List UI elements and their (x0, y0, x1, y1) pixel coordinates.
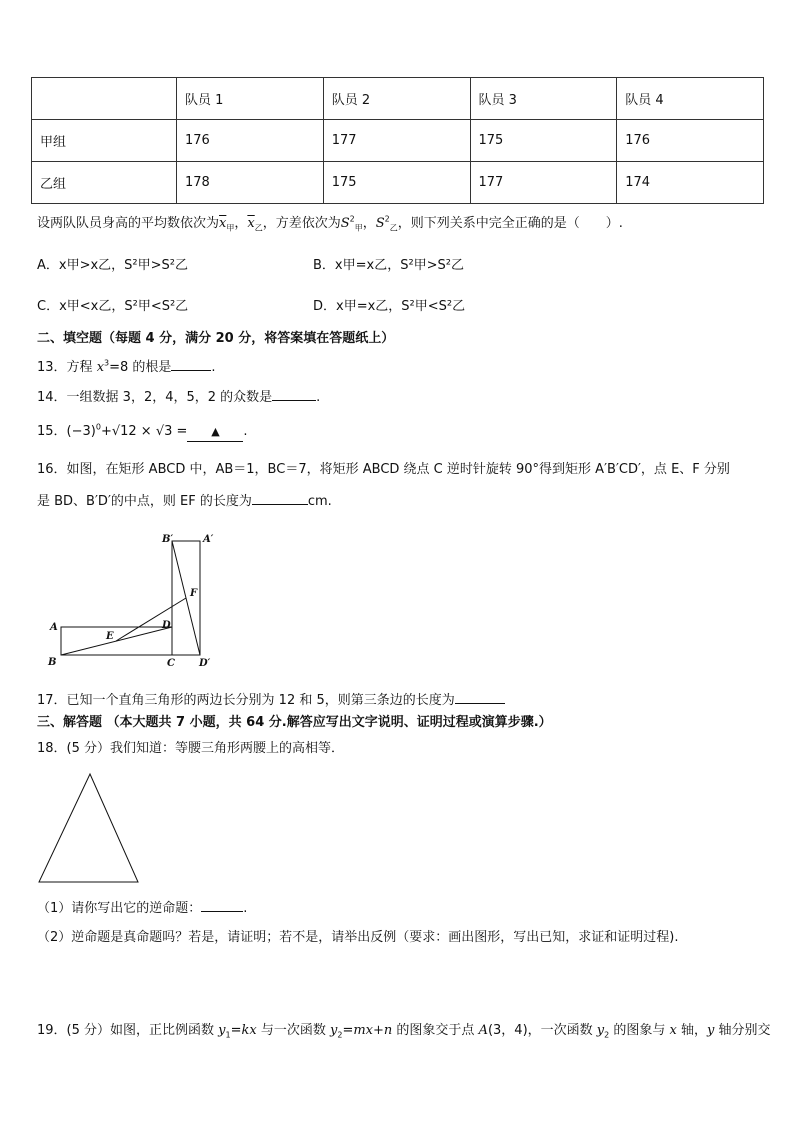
table-cell: 178 (177, 162, 324, 204)
q19-math: x (669, 1023, 677, 1038)
label-d: D (162, 620, 171, 631)
q19-math: y (596, 1023, 605, 1038)
q15-expression: +√12 × √3 = (100, 424, 188, 439)
q12-option-b: B．x甲=x乙，S²甲>S²乙 (313, 258, 465, 273)
q12-stem-text: ，则下列关系中完全正确的是（ ）. (397, 216, 623, 231)
section-heading: 三、解答题 （本大题共 7 小题，共 64 分.解答应写出文字说明、证明过程或演算步骤.） (37, 715, 552, 730)
q12-option-c: C．x甲<x乙，S²甲<S²乙 (37, 299, 189, 314)
q19-subscript: 2 (337, 1030, 343, 1040)
q13-end: . (211, 360, 216, 375)
label-f: F (190, 588, 198, 599)
q19-subscript: 1 (225, 1030, 231, 1040)
q19-subscript: 2 (604, 1030, 610, 1040)
question-18-stem: 18．(5 分）我们知道：等腰三角形两腰上的高相等． (37, 741, 345, 756)
q19-text: 的图象与 (609, 1023, 670, 1038)
q13-exponent: 3 (104, 358, 110, 368)
q19-math: y (330, 1023, 338, 1038)
table-cell: 177 (323, 120, 470, 162)
table-header-cell: 队员 2 (323, 78, 470, 120)
q13-text: =8 的根是 (109, 360, 172, 375)
q19-text: 19．(5 分）如图，正比例函数 (37, 1023, 219, 1038)
mean-subscript: 甲 (226, 223, 235, 233)
q12-stem-text: 设两队队员身高的平均数依次为 (37, 216, 220, 231)
table-row (32, 120, 764, 162)
mean-symbol: $\overline{x}$ (247, 216, 255, 231)
isosceles-triangle-figure (37, 772, 142, 887)
q12-stem (37, 215, 623, 233)
table-cell: 177 (470, 162, 617, 204)
q18-part1-text: （1）请你写出它的逆命题： (37, 901, 202, 916)
table-header-cell: 队员 1 (177, 78, 324, 120)
q15-end: . (243, 424, 248, 439)
variance-symbol: S (340, 216, 350, 231)
rectangle-rotation-figure (40, 528, 230, 673)
q19-text: = (230, 1023, 242, 1038)
table-cell: 174 (617, 162, 764, 204)
label-e: E (106, 631, 114, 642)
table-cell: 176 (617, 120, 764, 162)
mean-subscript: 乙 (254, 223, 263, 233)
segment-ef (116, 598, 186, 641)
table-header-cell: 队员 3 (470, 78, 617, 120)
question-18-part2: （2）逆命题是真命题吗？若是，请证明；若不是，请举出反例（要求：画出图形，写出已知，求证和证明过程). (37, 930, 679, 945)
q19-text: (3，4)，一次函数 (487, 1023, 597, 1038)
q14-end: . (316, 390, 321, 405)
q15-number: 15． (37, 424, 67, 439)
variance-symbol: S (375, 216, 385, 231)
q12-option-a: A．x甲>x乙，S²甲>S²乙 (37, 258, 188, 273)
table-header-cell (32, 78, 177, 120)
question-18-part1 (37, 898, 247, 918)
q19-text: 的图象交于点 (392, 1023, 479, 1038)
triangle-marker-icon: ▲ (211, 425, 220, 438)
question-19 (37, 1022, 770, 1040)
table-header-cell: 队员 4 (617, 78, 764, 120)
table-row (32, 162, 764, 204)
q19-math: mx+n (353, 1023, 393, 1038)
question-17 (37, 690, 505, 710)
q15-expression: (−3) (66, 424, 96, 439)
table-cell: 176 (177, 120, 324, 162)
label-b: B (48, 657, 57, 668)
question-15 (37, 423, 248, 442)
variance-subscript: 甲 (354, 223, 363, 233)
label-a: A (50, 622, 58, 633)
variance-exponent: 2 (384, 214, 390, 224)
isosceles-triangle (39, 774, 138, 882)
question-16-line1: 16．如图，在矩形 ABCD 中，AB＝1，BC＝7，将矩形 ABCD 绕点 C 逆时针旋转 90°得到矩形 A′B′CD′，点 E、F 分别 (37, 462, 730, 477)
q16-unit: cm. (307, 494, 332, 509)
q13-variable: x (96, 360, 105, 375)
question-13 (37, 357, 216, 377)
section-heading: 二、填空题（每题 4 分，满分 20 分，将答案填在答题纸上） (37, 331, 395, 346)
question-16-line2 (37, 491, 332, 511)
table-cell: 乙组 (32, 162, 177, 204)
table-cell: 175 (323, 162, 470, 204)
answer-blank (272, 387, 316, 401)
answer-blank (252, 491, 308, 505)
table-cell: 甲组 (32, 120, 177, 162)
q19-math: y (706, 1023, 715, 1038)
score-table (31, 77, 764, 204)
answer-blank (171, 357, 211, 371)
separator: ， (362, 216, 376, 231)
answer-blank (455, 690, 505, 704)
label-b-prime: B′ (162, 534, 174, 545)
q12-option-d: D．x甲=x乙，S²甲<S²乙 (313, 299, 466, 314)
answer-blank (201, 898, 243, 912)
q18-part1-end: . (243, 901, 248, 916)
mean-symbol: $\overline{x}$ (219, 216, 227, 231)
q19-math: A (478, 1023, 488, 1038)
q19-text: = (342, 1023, 354, 1038)
q19-text: 轴分别交 (714, 1023, 771, 1038)
q13-text: 13．方程 (37, 360, 97, 375)
separator: ， (234, 216, 248, 231)
q19-text: 与一次函数 (256, 1023, 330, 1038)
q19-math: kx (241, 1023, 257, 1038)
answer-blank (187, 423, 243, 442)
question-14 (37, 387, 320, 407)
q16-text: 是 BD、B′D′的中点，则 EF 的长度为 (37, 494, 252, 509)
variance-subscript: 乙 (389, 223, 398, 233)
label-d-prime: D′ (199, 658, 211, 669)
variance-exponent: 2 (349, 214, 355, 224)
q12-stem-text: ，方差依次为 (262, 216, 341, 231)
q17-text: 17．已知一个直角三角形的两边长分别为 12 和 5，则第三条边的长度为 (37, 693, 455, 708)
q15-exponent: 0 (95, 422, 101, 432)
label-c: C (167, 658, 175, 669)
table-header-row (32, 78, 764, 120)
table-cell: 175 (470, 120, 617, 162)
label-a-prime: A′ (203, 534, 214, 545)
q14-text: 14．一组数据 3，2，4，5，2 的众数是 (37, 390, 273, 405)
q19-math: y (218, 1023, 226, 1038)
q19-text: 轴， (676, 1023, 707, 1038)
